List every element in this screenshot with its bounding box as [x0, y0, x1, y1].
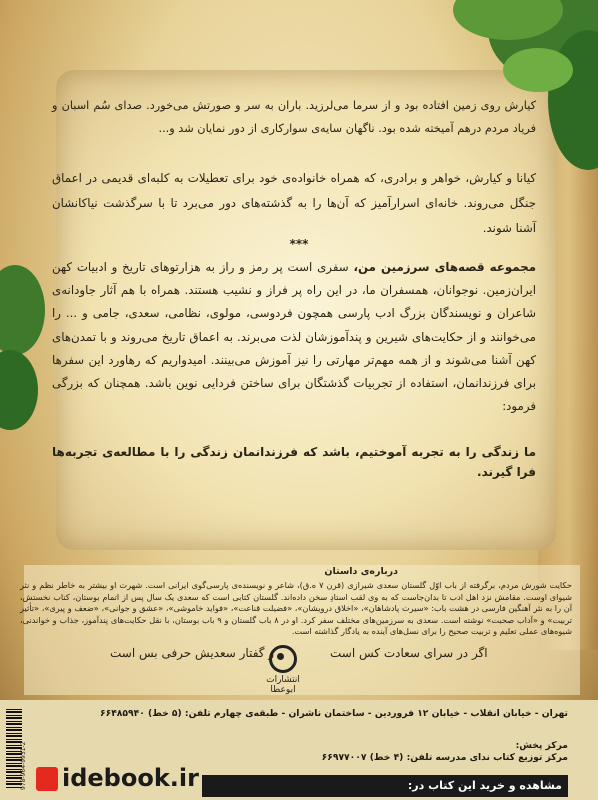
- publisher-name: انتشارات ابوعطا: [266, 675, 300, 695]
- series-description: [52, 256, 536, 418]
- story-summary: کیانا و کیارش، خواهر و برادری، که همراه خانواده‌ی خود برای تعطیلات به کلبه‌ای قدیمی در اعماق جنگل می‌روند. خانه‌ای اسرارآمیز که آن‌ها را به گذشته‌های دور می‌برد تا با سرگذشت نیاکانشان آشنا شوند.: [52, 171, 536, 235]
- separator: ***: [289, 237, 309, 251]
- distribution-label: مرکز پخش:: [515, 740, 568, 751]
- watermark-buy-link[interactable]: مشاهده و خرید این کتاب در:: [202, 775, 568, 797]
- poem-line-right: اگر در سرای سعادت کس است: [330, 646, 488, 660]
- distribution-center: مرکز توزیع کتاب ندای مدرسه تلفن: (۴ خط) ۶۶۹۷۷۰۰۷: [321, 752, 568, 763]
- watermark-brand[interactable]: idebook.ir: [36, 764, 236, 800]
- poem-line-left: ز گفتار سعدیش حرفی بس است: [110, 646, 275, 660]
- shopping-bag-icon: [36, 767, 58, 791]
- isbn: 978-964-9931-2: [20, 741, 27, 790]
- series-title: مجموعه قصه‌های سرزمین من،: [353, 260, 537, 274]
- about-text: حکایت شورش مردم، برگرفته از باب اوّل گلستان سعدی شیرازی (قرن ۷ ه.ق)، شاعر و نویسنده‌ی پارسی‌گوی ایرانی است. شهرت او بیشتر به خاطر نظم و نثر شیوای اوست. مقامش نزد اهل ادب تا بدان‌جاست که به وی لقب استادِ سخن داده‌اند. گلستان کتابی است که سعدی یک سال پس از اتمام بوستان، کتاب نخستش، آن را به نثر آهنگین فارسی در هشت باب: «سیرت پادشاهان»، «اخلاق درویشان»، «فضیلت قناعت»، «فواید خاموشی»، «عشق و جوانی»، «ضعف و پیری»، «تأثیر تربیت» و «آداب صحبت» نوشته است. سعدی به سرزمین‌های مختلف سفر کرد. او در ۸ باب گلستان و ۹ باب بوستان، با نقل حکایت‌های پندآموز، جذاب و خواندنی، شیوه‌های عملی تعلیم و تربیت صحیح را برای نسل‌های آینده به یادگار گذاشته است.: [20, 580, 573, 637]
- series-text: سفری است پر رمز و راز به هزارتوهای تاریخ و ادبیات کهن ایران‌زمین. نوجوانان، همسفران ما، در این راه پر فراز و نشیب هستند. همراه با هم آثار جاودانه‌ی شاعران و نویسندگان بزرگ ادب پارسی همچون فردوسی، مولوی، نظامی، سعدی، جامی و ... را می‌خوانند و از حکایت‌های شیرین و پندآموزشان لذت می‌برند. به اعماق تاریخ می‌روند و با تمدن‌های کهن آشنا می‌شوند و از همه مهم‌تر مهارتی را نیز آموزش می‌بینند. امیدواریم که رهاورد این سفرها برای فرزندانمان، استفاده از تجربیات گذشتگان برای ساختن فردایی نوین باشد. همچنان که بزرگی فرمود:: [52, 260, 536, 414]
- publisher-address: تهران - خیابان انقلاب - خیابان ۱۲ فروردین - ساختمان ناشران - طبقه‌ی چهارم تلفن: (۵ خط) ۶۶۴۸۵۹۴۰: [99, 708, 568, 719]
- quote: ما زندگی را به تجربه آموختیم، باشد که فرزندانمان زندگی را با مطالعه‌ی تجربه‌ها فرا گیرند.: [52, 445, 536, 479]
- leaves-left-decoration: [0, 250, 60, 450]
- about-title: درباره‌ی داستان: [324, 566, 398, 577]
- story-teaser: کیارش روی زمین افتاده بود و از سرما می‌لرزید. باران به سر و صورتش می‌خورد. صدای سُم اسبان و فریاد مردم درهم آمیخته شده بود. ناگهان سایه‌ی سوارکاری از دور نمایان شد و...: [52, 99, 536, 135]
